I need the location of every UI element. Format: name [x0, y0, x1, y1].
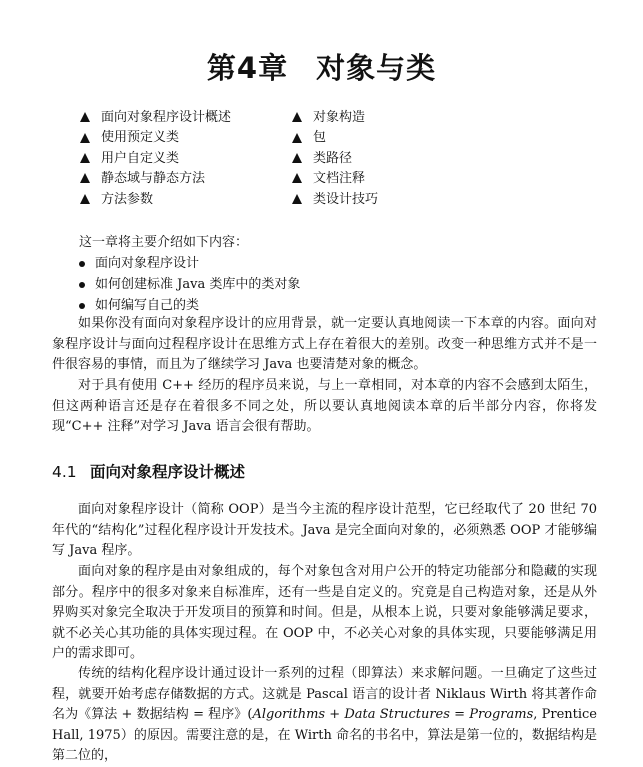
list-item: 如何创建标准 Java 类库中的类对象	[79, 274, 300, 295]
section-number: 4.1	[52, 463, 77, 481]
triangle-bullet-icon	[80, 173, 90, 183]
toc-item: 类设计技巧	[292, 190, 378, 210]
triangle-bullet-icon	[292, 173, 302, 183]
bullet-dot-icon	[79, 261, 85, 267]
paragraph: 面向对象程序设计（简称 OOP）是当今主流的程序设计范型，它已经取代了 20 世纪 70 年代的“结构化”过程化程序设计开发技术。Java 是完全面向对象的，必须熟悉 OOP 才能够编写 Java 程序。	[52, 502, 597, 559]
triangle-bullet-icon	[80, 133, 90, 143]
bullet-dot-icon	[79, 303, 85, 309]
triangle-bullet-icon	[80, 153, 90, 163]
chapter-number: 第4章	[206, 51, 289, 85]
toc-item: 类路径	[292, 149, 378, 169]
chapter-name: 对象与类	[316, 51, 437, 85]
toc-item: 文档注释	[292, 169, 378, 189]
section-heading	[52, 460, 245, 482]
toc-item: 包	[292, 128, 378, 148]
intro-line: 这一章将主要介绍如下内容：	[79, 235, 249, 250]
triangle-bullet-icon	[80, 112, 90, 122]
toc-item: 方法参数	[80, 190, 231, 210]
toc-item: 静态域与静态方法	[80, 169, 231, 189]
bullet-dot-icon	[79, 282, 85, 288]
toc-item: 对象构造	[292, 108, 378, 128]
chapter-contents-right	[292, 108, 378, 210]
chapter-title	[0, 46, 643, 87]
list-item: 如何编写自己的类	[79, 295, 300, 316]
toc-item: 使用预定义类	[80, 128, 231, 148]
topic-list	[79, 253, 300, 316]
triangle-bullet-icon	[292, 112, 302, 122]
paragraph: 对于具有使用 C++ 经历的程序员来说，与上一章相同，对本章的内容不会感到太陌生，但这两种语言还是存在着很多不同之处，所以要认真地阅读本章的后半部分内容，你将发现“C++ 注释”对学习 Java 语言会很有帮助。	[52, 378, 597, 435]
triangle-bullet-icon	[80, 194, 90, 204]
triangle-bullet-icon	[292, 153, 302, 163]
section-title: 面向对象程序设计概述	[90, 463, 246, 481]
paragraph: 如果你没有面向对象程序设计的应用背景，就一定要认真地阅读一下本章的内容。面向对象程序设计与面向过程程序设计在思维方式上存在着很大的差别。改变一种思维方式并不是一件很容易的事情，而且为了继续学习 Java 也要清楚对象的概念。	[52, 316, 597, 373]
paragraph: 传统的结构化程序设计通过设计一系列的过程（即算法）来求解问题。一旦确定了这些过程，就要开始考虑存储数据的方式。这就是 Pascal 语言的设计者 Niklaus Wirth 将其著作命名为《算法 + 数据结构 = 程序》(Algorithms + Data Structures = Programs, Prentice Hall, 1975）的原因。需要注意的是，在 Wirth 命名的书名中，算法是第一位的，数据结构是第二位的，	[52, 666, 597, 764]
triangle-bullet-icon	[292, 133, 302, 143]
list-item: 面向对象程序设计	[79, 253, 300, 274]
book-title-english: Algorithms + Data Structures = Programs	[252, 707, 534, 723]
chapter-contents-left	[80, 108, 231, 210]
paragraph: 面向对象的程序是由对象组成的，每个对象包含对用户公开的特定功能部分和隐藏的实现部分。程序中的很多对象来自标准库，还有一些是自定义的。究竟是自己构造对象，还是从外界购买对象完全取决于开发项目的预算和时间。但是，从根本上说，只要对象能够满足要求，就不必关心其功能的具体实现过程。在 OOP 中，不必关心对象的具体实现，只要能够满足用户的需求即可。	[52, 564, 597, 662]
toc-item: 面向对象程序设计概述	[80, 108, 231, 128]
triangle-bullet-icon	[292, 194, 302, 204]
toc-item: 用户自定义类	[80, 149, 231, 169]
